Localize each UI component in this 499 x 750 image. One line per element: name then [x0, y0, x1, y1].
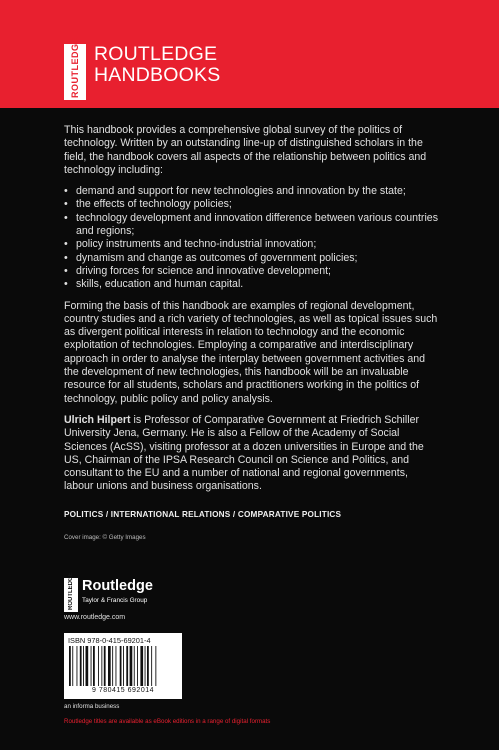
isbn-label: ISBN 978-0-415-69201-4 — [68, 636, 151, 645]
isbn-barcode-box — [64, 633, 182, 699]
barcode-icon — [68, 646, 178, 686]
routledge-logo-icon — [64, 572, 78, 612]
routledge-r-logo-icon — [64, 36, 86, 100]
list-item: • technology development and innovation difference between various countries and regions; — [64, 212, 440, 239]
list-item: • the effects of technology policies; — [64, 198, 440, 211]
publisher-name: Routledge — [82, 578, 153, 594]
series-title — [94, 44, 220, 86]
series-title-line2: HANDBOOKS — [94, 64, 221, 86]
cover-credit: Cover image: © Getty Images — [64, 534, 146, 542]
author-paragraph — [64, 414, 440, 494]
list-item: • dynamism and change as outcomes of government policies; — [64, 252, 440, 265]
logo-text: ROUTLEDGE — [70, 36, 80, 98]
body-paragraph: Forming the basis of this handbook are examples of regional development, country studies and a rich variety of technologies, as well as topical issues such as divergent political interests in relation to technology and the economic exploitation of technologies. Employing a comparative and interdisciplinary approach in order to analyse the interplay between government activities and the development of new technologies, this handbook will be an invaluable resource for all students, scholars and practitioners working in the politics of technology, public policy and policy analysis. — [64, 299, 438, 405]
list-item: • demand and support for new technologies and innovation by the state; — [64, 185, 440, 198]
informa-note: an informa business — [64, 703, 120, 710]
subject-categories: POLITICS / INTERNATIONAL RELATIONS / COMPARATIVE POLITICS — [64, 509, 342, 519]
author-name: Ulrich Hilpert — [64, 413, 131, 426]
barcode-digits: 9 780415 692014 — [92, 687, 154, 694]
publisher-subtitle: Taylor & Francis Group — [82, 597, 148, 604]
intro-paragraph: This handbook provides a comprehensive global survey of the politics of technology. Written by an outstanding line-up of distinguished scholars in the field, the handbook covers all aspects of the relationship between politics and technology including: — [64, 124, 427, 176]
series-title-line1: ROUTLEDGE — [94, 43, 218, 65]
back-cover-text — [64, 124, 440, 544]
list-item: • skills, education and human capital. — [64, 278, 440, 291]
publisher-logo-text: ROUTLEDGE — [68, 572, 74, 610]
ebook-note: Routledge titles are available as eBook editions in a range of digital formats — [64, 718, 271, 725]
list-item: • driving forces for science and innovative development; — [64, 265, 440, 278]
author-bio: is Professor of Comparative Government at Friedrich Schiller University Jena, Germany. He is also a Fellow of the Academy of Social Sciences (AcSS), visiting professor at a dozen universities in Europe and the US, Chairman of the IPSA Research Council on Science and Politics, and consultant to the EU and a number of national and regional governments, labour unions and business organisations. — [64, 413, 424, 493]
list-item: • policy instruments and techno-industrial innovation; — [64, 238, 440, 251]
header-band — [0, 0, 499, 108]
topics-list — [64, 185, 440, 291]
publisher-url[interactable]: www.routledge.com — [64, 614, 126, 621]
